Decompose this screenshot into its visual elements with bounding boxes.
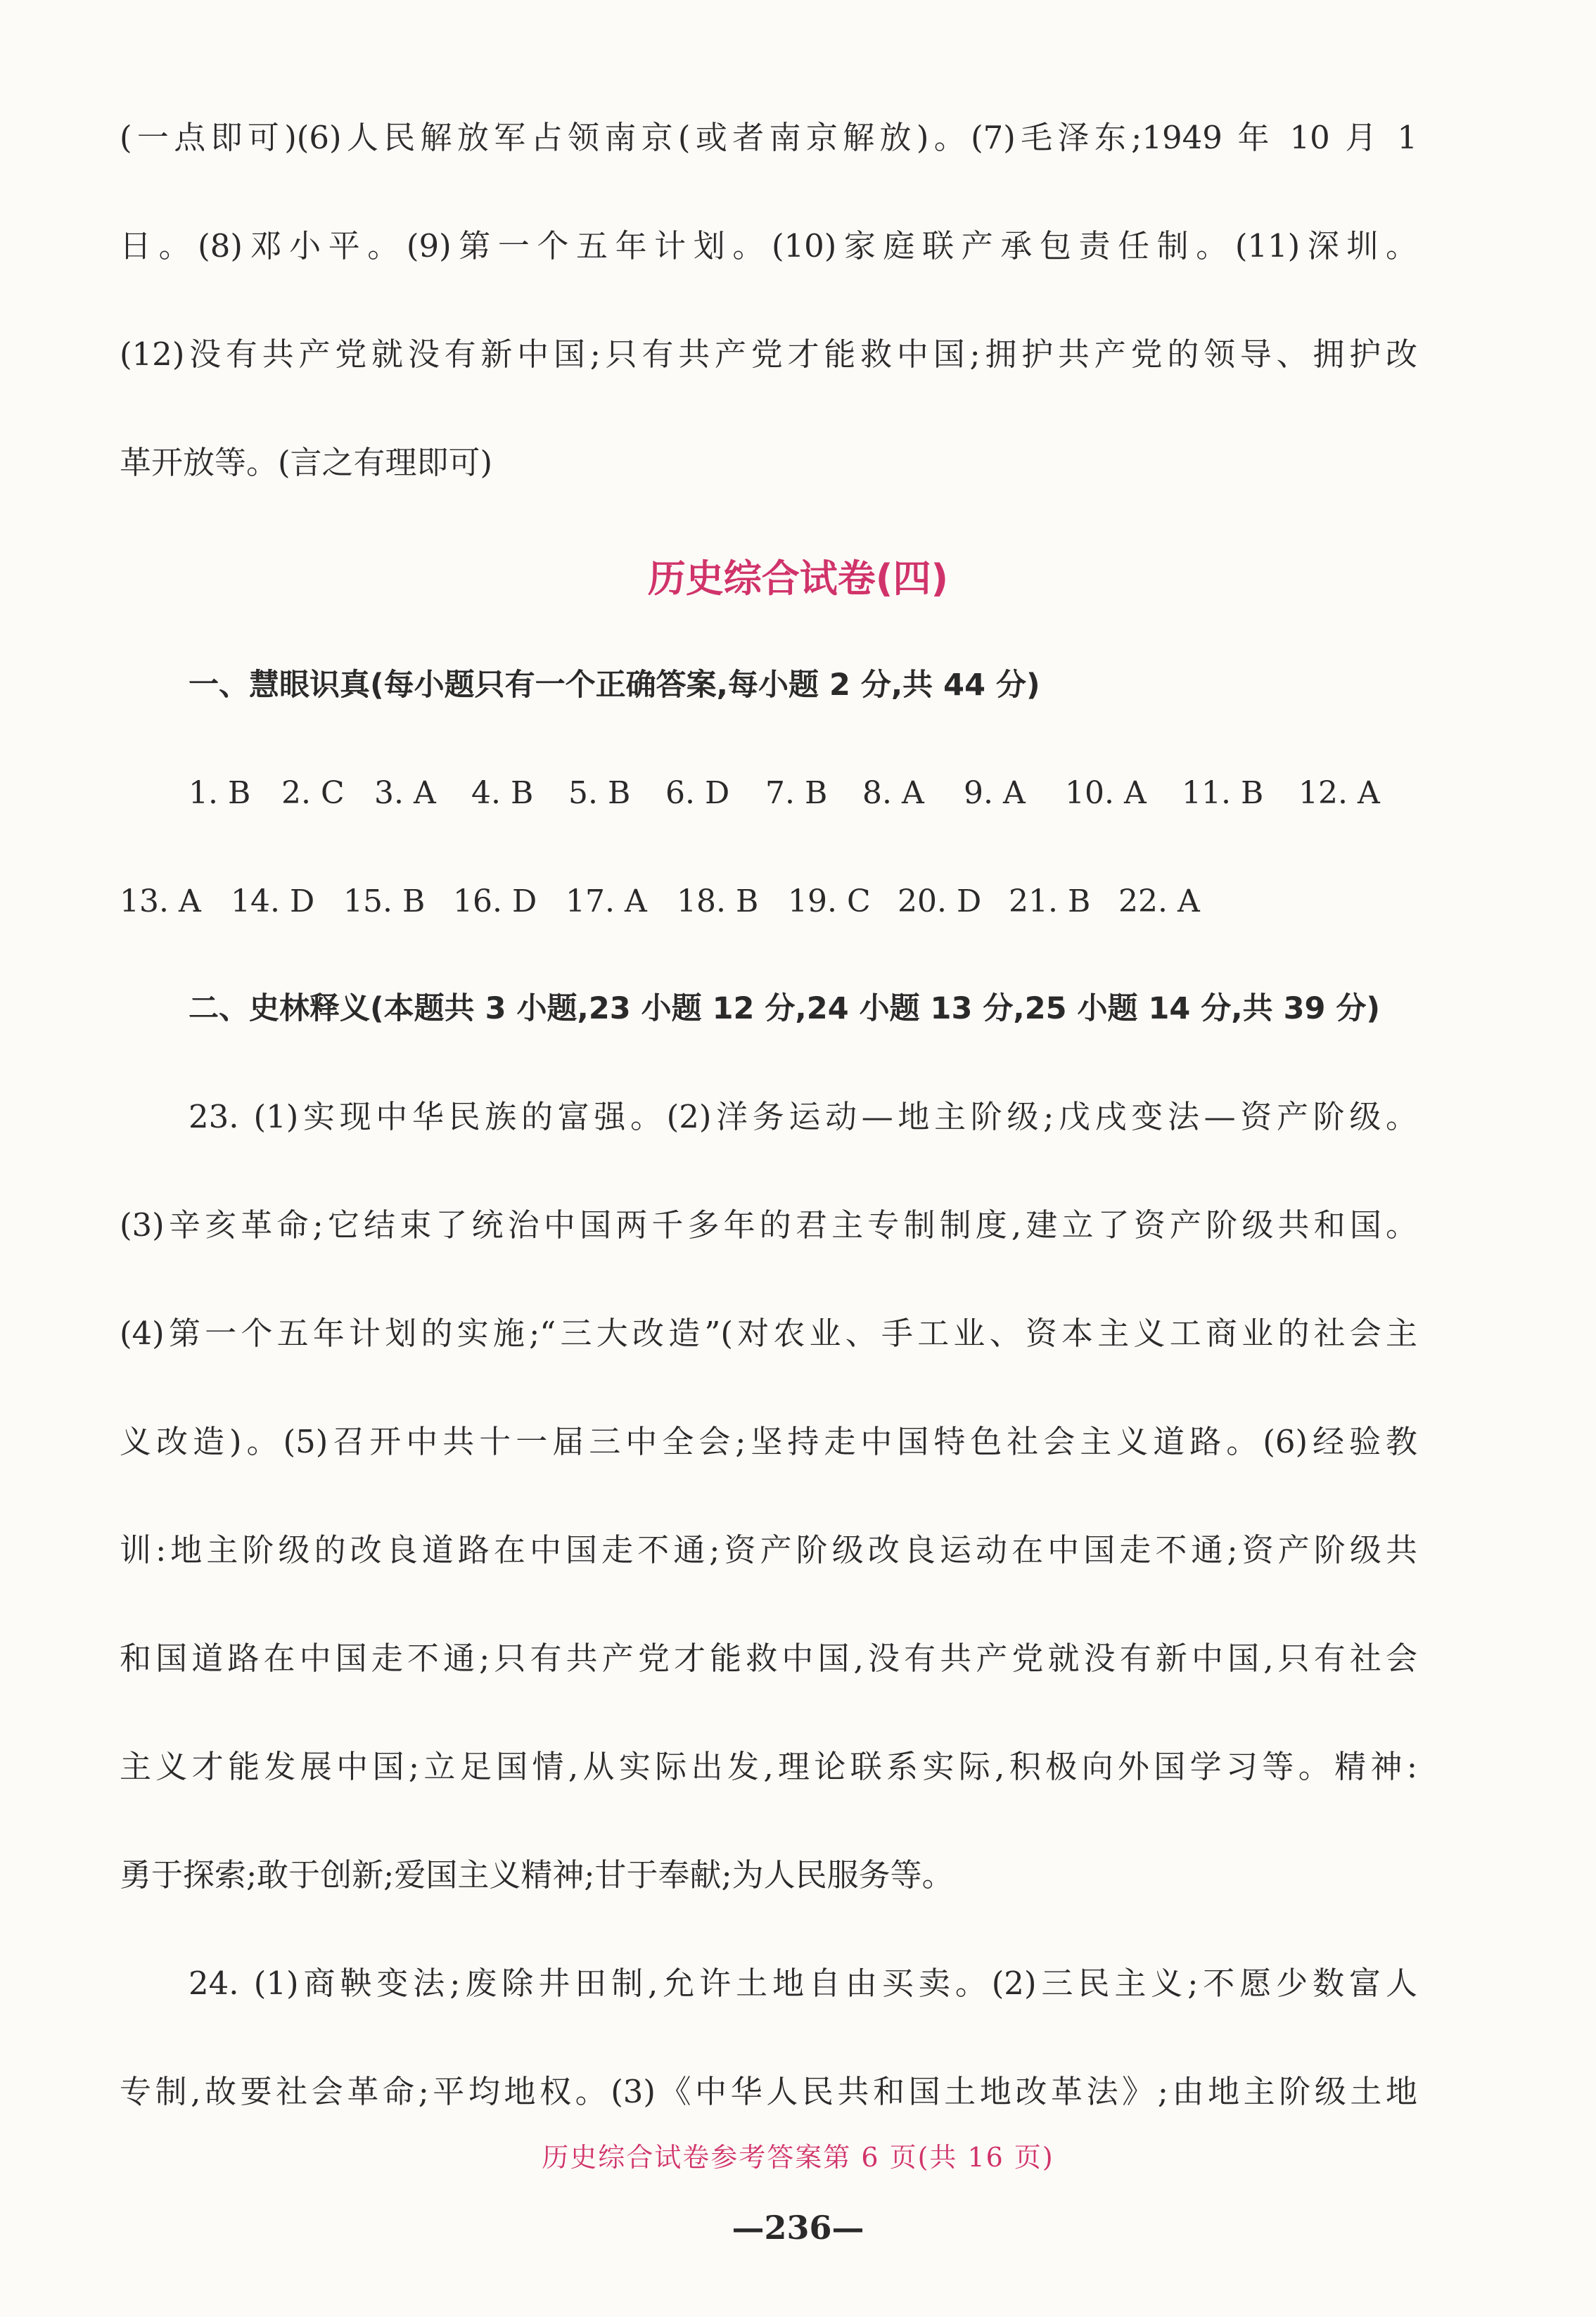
answer-item: 20. D	[898, 883, 982, 919]
q24-line: 专制,故要社会革命;平均地权。(3)《中华人民共和国土地改革法》;由地主阶级土地	[120, 2073, 1417, 2110]
answer-item: 21. B	[1009, 883, 1091, 919]
answer-item: 14. D	[231, 883, 315, 919]
answer-item: 7. B	[765, 775, 828, 811]
answer-item: 5. B	[568, 775, 631, 811]
q23-line: 23. (1)实现中华民族的富强。(2)洋务运动—地主阶级;戊戌变法—资产阶级。	[189, 1098, 1417, 1135]
section-heading-2: 二、史林释义(本题共 3 小题,23 小题 12 分,24 小题 13 分,25 小题 14 分,共 39 分)	[189, 991, 1381, 1026]
q23-line: 主义才能发展中国;立足国情,从实际出发,理论联系实际,积极向外国学习等。精神:	[120, 1748, 1417, 1785]
q23-line: 勇于探索;敢于创新;爱国主义精神;甘于奉献;为人民服务等。	[120, 1856, 954, 1894]
answer-item: 8. A	[862, 775, 924, 811]
answer-item: 2. C	[281, 775, 345, 811]
q23-line: 训:地主阶级的改良道路在中国走不通;资产阶级改良运动在中国走不通;资产阶级共	[120, 1531, 1417, 1569]
section-heading-1: 一、慧眼识真(每小题只有一个正确答案,每小题 2 分,共 44 分)	[189, 668, 1040, 703]
answer-item: 3. A	[374, 775, 436, 811]
paragraph-line: (12)没有共产党就没有新中国;只有共产党才能救中国;拥护共产党的领导、拥护改	[120, 336, 1417, 373]
answer-item: 6. D	[665, 775, 730, 811]
answer-item: 13. A	[120, 883, 201, 919]
answer-item: 4. B	[471, 775, 534, 811]
answer-item: 17. A	[566, 883, 647, 919]
page-number: —236—	[732, 2209, 864, 2247]
q23-line: 和国道路在中国走不通;只有共产党才能救中国,没有共产党就没有新中国,只有社会	[120, 1640, 1417, 1677]
answer-item: 18. B	[677, 883, 759, 919]
paragraph-line: (一点即可)(6)人民解放军占领南京(或者南京解放)。(7)毛泽东;1949 年 10 月 1	[120, 119, 1417, 156]
q23-line: (3)辛亥革命;它结束了统治中国两千多年的君主专制制度,建立了资产阶级共和国。	[120, 1206, 1417, 1244]
answer-item: 1. B	[189, 775, 251, 811]
page-footer: 历史综合试卷参考答案第 6 页(共 16 页)	[542, 2142, 1054, 2173]
answer-item: 9. A	[964, 775, 1026, 811]
answer-item: 12. A	[1298, 775, 1380, 811]
paragraph-line: 革开放等。(言之有理即可)	[120, 444, 493, 481]
answer-item: 22. A	[1118, 883, 1200, 919]
q24-line: 24. (1)商鞅变法;废除井田制,允许土地自由买卖。(2)三民主义;不愿少数富人	[189, 1965, 1417, 2002]
answer-item: 11. B	[1182, 775, 1264, 811]
q23-line: (4)第一个五年计划的实施;“三大改造”(对农业、手工业、资本主义工商业的社会主	[120, 1315, 1417, 1352]
answer-item: 16. D	[453, 883, 537, 919]
q23-line: 义改造)。(5)召开中共十一届三中全会;坚持走中国特色社会主义道路。(6)经验教	[120, 1423, 1417, 1460]
answer-item: 15. B	[343, 883, 426, 919]
answer-item: 19. C	[788, 883, 871, 919]
answer-item: 10. A	[1065, 775, 1147, 811]
exam-title: 历史综合试卷(四)	[647, 556, 949, 601]
paragraph-line: 日。(8)邓小平。(9)第一个五年计划。(10)家庭联产承包责任制。(11)深圳。	[120, 227, 1417, 264]
